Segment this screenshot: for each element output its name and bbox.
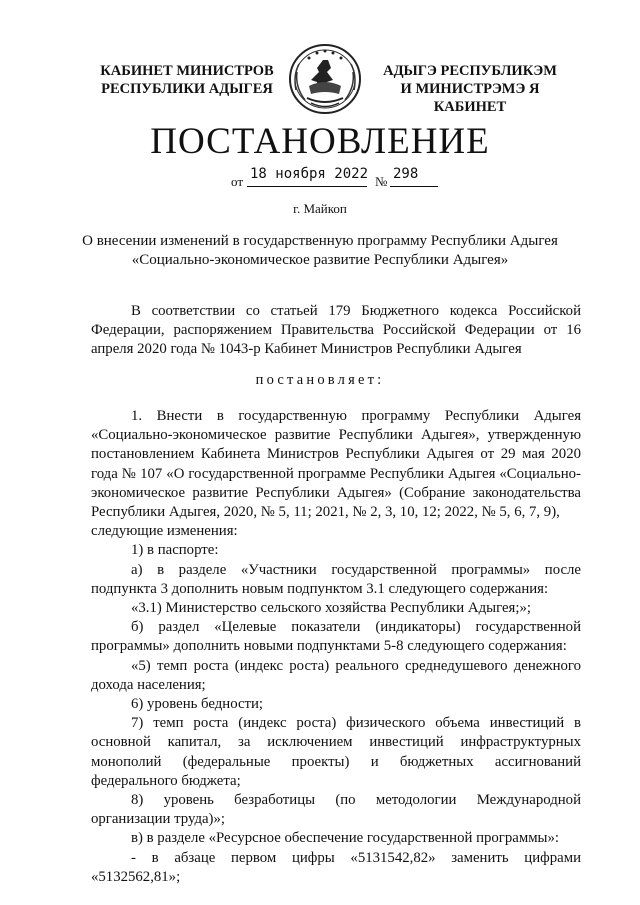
preamble (91, 302, 581, 360)
issuer-name-adyghe-line2: И МИНИСТРЭМЭ Я КАБИНЕТ (400, 81, 540, 115)
subitem-3-1-paragraph: «3.1) Министерство сельского хозяйства Республики Адыгея;»; (131, 600, 531, 617)
number-label: № (375, 174, 388, 189)
issuer-name-russian-line1: КАБИНЕТ МИНИСТРОВ (100, 63, 274, 79)
city-line: г. Майкоп (293, 201, 347, 216)
subject-line-2: «Социально-экономическое развитие Республики Адыгея» (131, 252, 509, 268)
document-title: ПОСТАНОВЛЕНИЕ (150, 121, 490, 162)
issuer-name-russian-line2: РЕСПУБЛИКИ АДЫГЕЯ (101, 81, 273, 97)
indicator-6-paragraph: 6) уровень бедности; (131, 696, 264, 713)
issuer-name-russian (92, 62, 282, 98)
subitem-a-paragraph: а) в разделе «Участники государственной программы» после подпункта 3 дополнить новым подпунктом 3.1 следующего содержания: (91, 561, 581, 597)
resolves-heading: постановляет: (255, 372, 385, 388)
date-underline (247, 186, 367, 187)
preamble-paragraph: В соответствии со статьей 179 Бюджетного кодекса Российской Федерации, распоряжением Правительства Российской Федерации от 16 апреля 2020 года № 1043-р Кабинет Министров Республики Адыгея (91, 303, 581, 358)
date-number-line (0, 166, 640, 190)
document-body (91, 407, 581, 887)
subitem-v-dash-paragraph: - в абзаце первом цифры «5131542,82» заменить цифрами «5132562,81»; (91, 849, 581, 885)
issuer-name-adyghe-line1: АДЫГЭ РЕСПУБЛИКЭМ (383, 63, 557, 79)
indicator-7-paragraph: 7) темп роста (индекс роста) физического объема инвестиций в основной капитал, за исключением инвестиций инфраструктурных монополий (федеральные проекты) и бюджетных ассигнований федерального бюджета; (91, 715, 581, 789)
subitem-b-paragraph: б) раздел «Целевые показатели (индикаторы) государственной программы» дополнить новыми подпунктами 5-8 следующего содержания: (91, 619, 581, 655)
subitem-v-paragraph: в) в разделе «Ресурсное обеспечение государственной программы»: (131, 830, 560, 847)
indicator-8-paragraph: 8) уровень безработицы (по методологии Международной организации труда)»; (91, 792, 581, 828)
number-underline (390, 186, 438, 187)
item-1-1-paragraph: 1) в паспорте: (131, 542, 219, 559)
item-1-paragraph: 1. Внести в государственную программу Республики Адыгея «Социально-экономическое развитие Республики Адыгея», утвержденную постановлением Кабинета Министров Республики Адыгея от 29 мая 2020 года № 107 «О государственной программе Республики Адыгея «Социально-экономическое развитие Республики Адыгея» (Собрание законодательства Республики Адыгея, 2020, № 5, 11; 2021, № 2, 3, 10, 12; 2022, № 5, 6, 7, 9), (91, 408, 581, 521)
issuer-name-adyghe (370, 62, 570, 116)
document-subject (60, 232, 580, 270)
date-value: 18 ноября 2022 (250, 166, 369, 182)
indicator-5-paragraph: «5) темп роста (индекс роста) реального среднедушевого денежного дохода населения; (91, 657, 581, 693)
coat-of-arms-icon (287, 42, 363, 116)
subject-line-1: О внесении изменений в государственную программу Республики Адыгея (82, 233, 558, 249)
number-value: 298 (393, 166, 419, 182)
item-1-tail: следующие изменения: (91, 523, 238, 540)
date-label: от (231, 174, 244, 189)
